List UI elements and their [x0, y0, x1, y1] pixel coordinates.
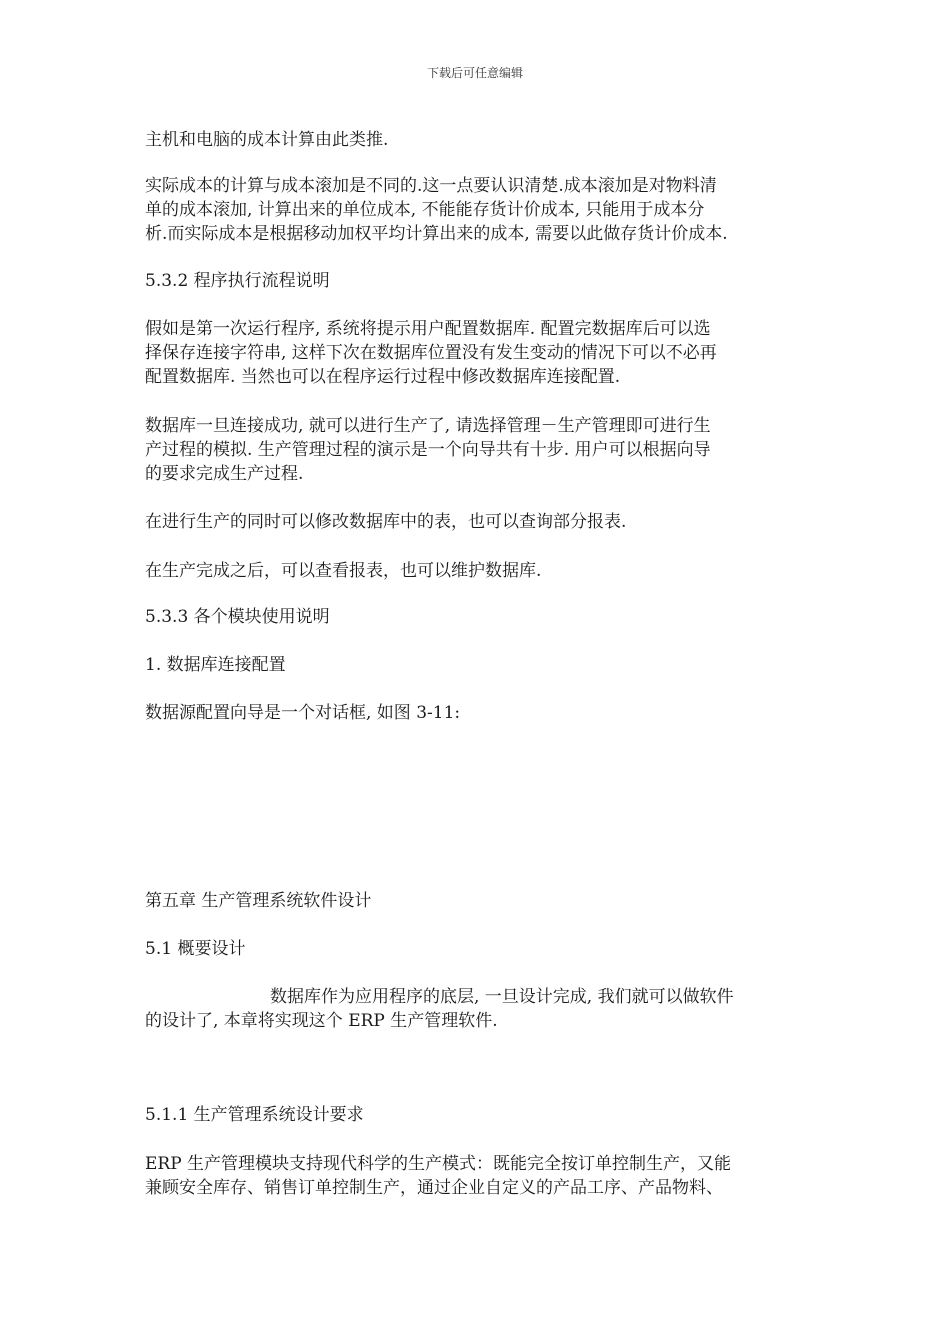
heading-text: 5.3.2 程序执行流程说明: [145, 271, 330, 291]
text-line: 择保存连接字符串, 这样下次在数据库位置没有发生变动的情况下可以不必再: [145, 343, 717, 363]
paragraph-erp-module: [145, 1152, 805, 1200]
paragraph-first-run: [145, 317, 805, 389]
heading-text: 5.3.3 各个模块使用说明: [145, 607, 330, 627]
text-line: 在进行生产的同时可以修改数据库中的表，也可以查询部分报表.: [145, 512, 627, 532]
section-heading-5-3-2: [145, 269, 805, 293]
text-line: 假如是第一次运行程序, 系统将提示用户配置数据库. 配置完数据库后可以选: [145, 319, 711, 339]
text-line: 单的成本滚加, 计算出来的单位成本, 不能能存货计价成本, 只能用于成本分: [145, 200, 705, 220]
section-heading-5-3-3: [145, 605, 805, 629]
paragraph-actual-cost: [145, 174, 805, 246]
list-item-db-config: [145, 653, 805, 677]
paragraph-modify-tables: [145, 510, 805, 534]
text-line: 在生产完成之后，可以查看报表，也可以维护数据库.: [145, 561, 542, 581]
text-line: 实际成本的计算与成本滚加是不同的.这一点要认识清楚.成本滚加是对物料清: [145, 176, 717, 196]
paragraph-overview: [145, 985, 805, 1033]
text-line: 析.而实际成本是根据移动加权平均计算出来的成本, 需要以此做存货计价成本.: [145, 224, 728, 244]
paragraph-after-production: [145, 559, 805, 583]
page-header: 下载后可任意编辑: [426, 66, 523, 80]
text-line: ERP 生产管理模块支持现代科学的生产模式：既能完全按订单控制生产，又能: [145, 1154, 732, 1174]
text-line: 的要求完成生产过程.: [145, 464, 304, 484]
text-line: 数据库作为应用程序的底层, 一旦设计完成, 我们就可以做软件: [270, 987, 734, 1007]
paragraph-production-wizard: [145, 414, 805, 486]
text-line: 配置数据库. 当然也可以在程序运行过程中修改数据库连接配置.: [145, 367, 621, 387]
paragraph-cost-analogy: [145, 128, 805, 152]
text-line: 数据库一旦连接成功, 就可以进行生产了, 请选择管理－生产管理即可进行生: [145, 416, 711, 436]
heading-text: 1. 数据库连接配置: [145, 655, 286, 675]
text-line: 数据源配置向导是一个对话框, 如图 3-11:: [145, 703, 461, 723]
section-heading-5-1: [145, 937, 805, 961]
text-line: 主机和电脑的成本计算由此类推.: [145, 130, 389, 150]
heading-text: 5.1.1 生产管理系统设计要求: [145, 1105, 364, 1125]
text-line: 的设计了, 本章将实现这个 ERP 生产管理软件.: [145, 1011, 498, 1031]
chapter-heading-5: [145, 889, 805, 913]
heading-text: 5.1 概要设计: [145, 939, 246, 959]
text-line: 产过程的模拟. 生产管理过程的演示是一个向导共有十步. 用户可以根据向导: [145, 440, 711, 460]
text-line: 兼顾安全库存、销售订单控制生产，通过企业自定义的产品工序、产品物料、: [145, 1178, 723, 1198]
paragraph-wizard-dialog: [145, 701, 805, 725]
heading-text: 第五章 生产管理系统软件设计: [145, 891, 372, 911]
section-heading-5-1-1: [145, 1103, 805, 1127]
